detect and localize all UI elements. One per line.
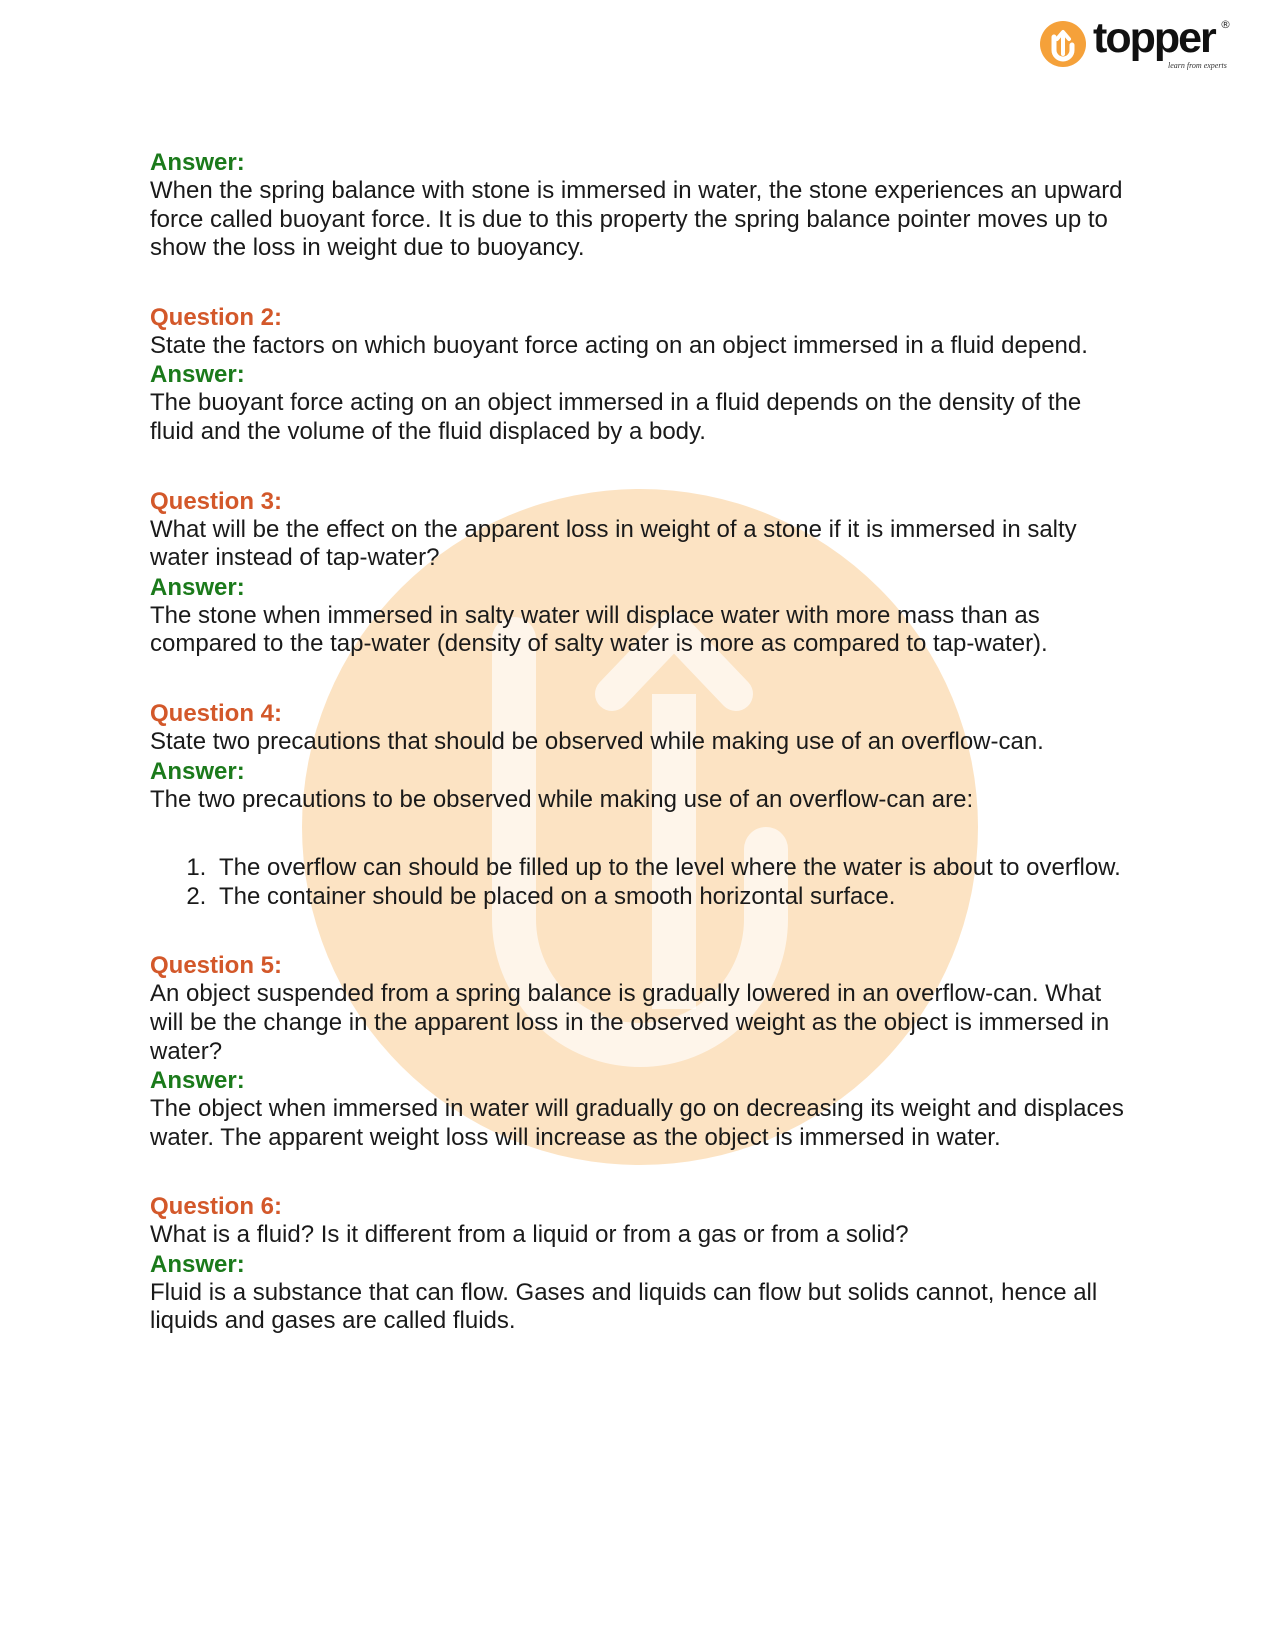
question-text: State the factors on which buoyant force acting on an object immersed in a fluid depend. (150, 331, 1088, 359)
question-label: Question 6: (150, 1193, 283, 1221)
question-text: What will be the effect on the apparent loss in weight of a stone if it is immersed in salty water instead of tap-water? (150, 515, 1077, 572)
answer-label: Answer: (150, 1067, 245, 1095)
brand-tagline: learn from experts (1168, 61, 1227, 70)
answer-label: Answer: (150, 573, 245, 601)
question-text: What is a fluid? Is it different from a liquid or from a gas or from a solid? (150, 1221, 909, 1249)
qa-block-6 (150, 1192, 1130, 1336)
answer-label: Answer: (150, 149, 245, 176)
answer-label: Answer: (150, 1250, 245, 1278)
brand-name: topper (1093, 14, 1215, 62)
precautions-list (150, 854, 1130, 911)
qa-block-4 (150, 699, 1130, 911)
answer-text: The two precautions to be observed while making use of an overflow-can are: (150, 785, 974, 813)
qa-block-3 (150, 487, 1130, 659)
question-label: Question 2: (150, 303, 283, 331)
question-label: Question 4: (150, 699, 283, 727)
answer-text: The buoyant force acting on an object immersed in a fluid depends on the density of the fluid and the volume of the fluid displaced by a body. (150, 389, 1082, 445)
question-text: An object suspended from a spring balance is gradually lowered in an overflow-can. What will be the change in the apparent loss in the observed weight as the object is immersed in water? (150, 980, 1110, 1065)
answer-text: The stone when immersed in salty water will displace water with more mass than as compared to the tap-water (density of salty water is more as compared to tap-water). (150, 601, 1048, 658)
qa-document (150, 148, 1130, 1336)
list-item: 1. The overflow can should be filled up to the level where the water is about to overflow. (213, 854, 1130, 883)
registered-mark: ® (1220, 18, 1231, 31)
qa-block-2 (150, 303, 1130, 447)
answer-label: Answer: (150, 361, 245, 389)
brand-logo-icon (1040, 21, 1086, 67)
question-text: State two precautions that should be observed while making use of an overflow-can. (150, 727, 1044, 755)
question-label: Question 3: (150, 487, 283, 515)
list-item: 2. The container should be placed on a smooth horizontal surface. (213, 883, 1130, 912)
answer-label: Answer: (150, 757, 245, 785)
question-label: Question 5: (150, 952, 283, 980)
qa-block-5 (150, 951, 1130, 1152)
qa-block-1 (150, 148, 1130, 263)
answer-text: When the spring balance with stone is immersed in water, the stone experiences an upward force called buoyant force. It is due to this property the spring balance pointer moves up to show the loss in weight due to buoyancy. (150, 177, 1123, 262)
answer-text: Fluid is a substance that can flow. Gases and liquids can flow but solids cannot, hence all liquids and gases are called fluids. (150, 1278, 1098, 1335)
brand-logo (1040, 14, 1240, 78)
answer-text: The object when immersed in water will gradually go on decreasing its weight and displaces water. The apparent weight loss will increase as the object is immersed in water. (150, 1095, 1124, 1151)
